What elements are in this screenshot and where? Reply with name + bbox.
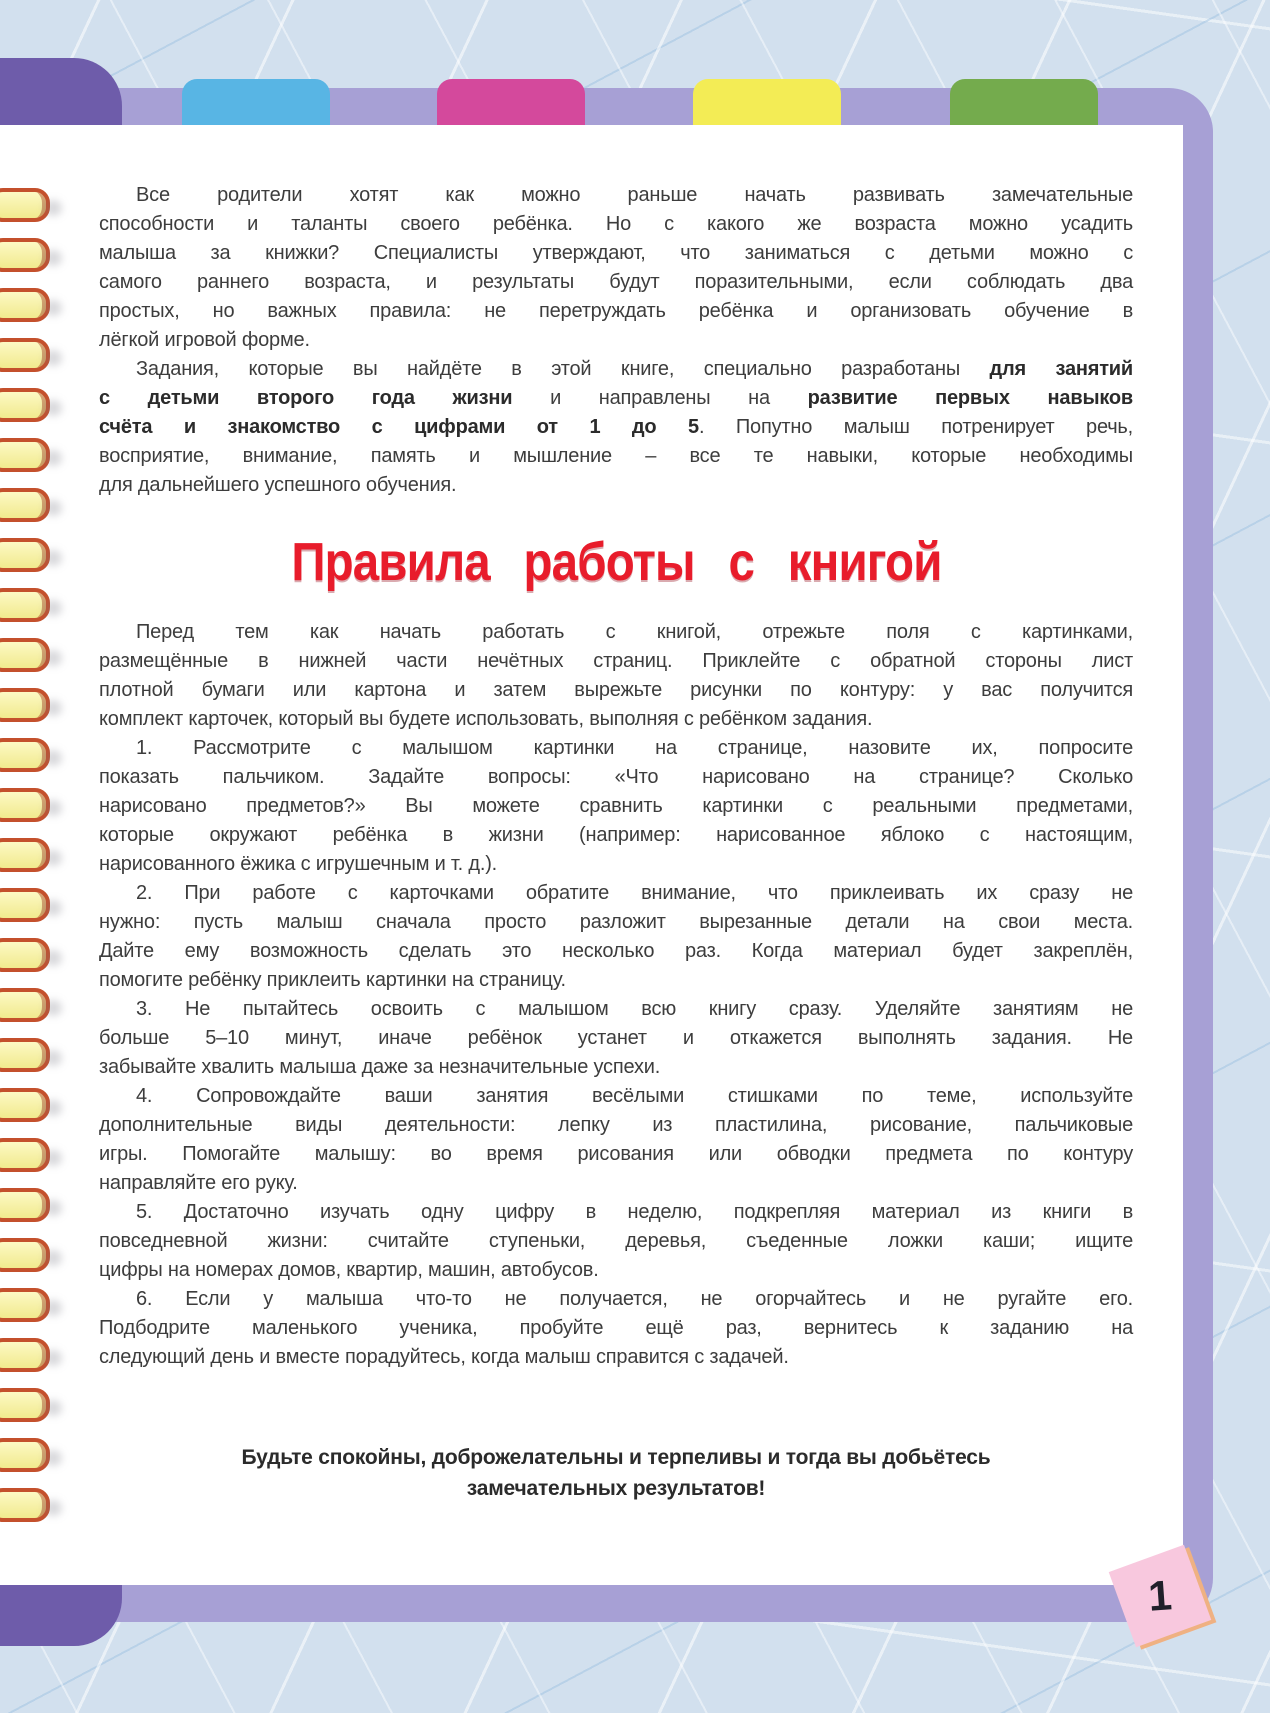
spiral-ring (0, 288, 50, 322)
tab-yellow (693, 79, 841, 131)
text-segment: дополнительные виды деятельности: лепку из пластилина, рисование, пальчиковые (99, 1114, 1133, 1136)
spiral-ring (0, 1138, 50, 1172)
page-text (99, 125, 1133, 1504)
text-segment: размещённые в нижней части нечётных страниц. Приклейте с обратной стороны лист (99, 650, 1133, 672)
paragraph (99, 879, 1133, 995)
text-line (99, 676, 1133, 705)
text-line (99, 1111, 1133, 1140)
spiral-ring (0, 688, 50, 722)
text-segment: плотной бумаги или картона и затем вырежьте рисунки по контуру: у вас получится (99, 679, 1133, 701)
text-line (99, 1140, 1133, 1169)
text-segment: нужно: пусть малыш сначала просто разложит вырезанные детали на свои места. (99, 911, 1133, 933)
text-line (99, 966, 1133, 995)
closing-line: замечательных результатов! (466, 1477, 766, 1500)
text-segment: простых, но важных правила: не перетруждать ребёнка и организовать обучение в (99, 300, 1133, 322)
text-segment: нарисовано предметов?» Вы можете сравнить картинки с реальными предметами, (99, 795, 1133, 817)
bold-text-segment: для занятий (989, 358, 1133, 380)
bold-text-segment: развитие первых навыков (807, 387, 1133, 409)
text-line (99, 1169, 1133, 1198)
intro-paragraphs (99, 181, 1133, 500)
text-line (99, 618, 1133, 647)
text-segment: восприятие, внимание, память и мышление – все те навыки, которые необходимы (99, 445, 1133, 467)
text-segment: способности и таланты своего ребёнка. Но с какого же возраста можно усадить (99, 213, 1133, 235)
text-line (99, 1082, 1133, 1111)
spiral-ring (0, 1238, 50, 1272)
spiral-ring (0, 1038, 50, 1072)
spiral-ring (0, 738, 50, 772)
text-segment: Все родители хотят как можно раньше начать развивать замечательные (136, 184, 1133, 206)
text-line (99, 763, 1133, 792)
text-line (99, 937, 1133, 966)
closing-line: Будьте спокойны, доброжелательны и терпеливы и тогда вы добьётесь (241, 1446, 991, 1469)
spiral-ring (0, 1488, 50, 1522)
spiral-binding (0, 0, 70, 1713)
text-segment: больше 5–10 минут, иначе ребёнок устанет и откажется выполнять задания. Не (99, 1027, 1133, 1049)
text-segment: 5. Достаточно изучать одну цифру в неделю, подкрепляя материал из книги в (136, 1201, 1133, 1223)
text-segment: малыша за книжки? Специалисты утверждают, что заниматься с детьми можно с (99, 242, 1133, 264)
spiral-ring (0, 1188, 50, 1222)
bold-text-segment: счёта и знакомство с цифрами от 1 до 5 (99, 416, 699, 438)
spiral-ring (0, 238, 50, 272)
text-line (99, 239, 1133, 268)
text-segment: помогите ребёнку приклеить картинки на страницу. (99, 969, 566, 991)
text-line (99, 1198, 1133, 1227)
paragraph (99, 995, 1133, 1082)
page-number-tab (1109, 1545, 1212, 1648)
closing-note (99, 1442, 1133, 1504)
page (0, 125, 1183, 1585)
text-line (99, 181, 1133, 210)
spiral-ring (0, 988, 50, 1022)
text-segment: которые окружают ребёнка в жизни (например: нарисованное яблоко с настоящим, (99, 824, 1133, 846)
text-segment: 1. Рассмотрите с малышом картинки на странице, назовите их, попросите (136, 737, 1133, 759)
text-segment: следующий день и вместе порадуйтесь, когда малыш справится с задачей. (99, 1346, 789, 1368)
text-segment: комплект карточек, который вы будете использовать, выполняя с ребёнком задания. (99, 708, 873, 730)
text-segment: игры. Помогайте малышу: во время рисования или обводки предмета по контуру (99, 1143, 1133, 1165)
paragraph (99, 618, 1133, 734)
text-line (99, 413, 1133, 442)
tab-cyan (182, 79, 330, 131)
text-line (99, 355, 1133, 384)
text-segment: нарисованного ёжика с игрушечным и т. д.). (99, 853, 498, 875)
text-line (99, 705, 1133, 734)
section-title (99, 530, 1133, 594)
text-line (99, 297, 1133, 326)
text-segment: 6. Если у малыша что-то не получается, не огорчайтесь и не ругайте его. (136, 1288, 1133, 1310)
text-line (99, 850, 1133, 879)
text-line (99, 1256, 1133, 1285)
text-line (99, 647, 1133, 676)
tab-green (950, 79, 1098, 131)
text-line (99, 268, 1133, 297)
text-segment: 4. Сопровождайте ваши занятия весёлыми стишками по теме, используйте (136, 1085, 1133, 1107)
spiral-ring (0, 338, 50, 372)
text-segment: 2. При работе с карточками обратите внимание, что приклеивать их сразу не (136, 882, 1133, 904)
text-line (99, 210, 1133, 239)
text-segment: Дайте ему возможность сделать это несколько раз. Когда материал будет закреплён, (99, 940, 1133, 962)
text-segment: направляйте его руку. (99, 1172, 298, 1194)
text-line (99, 471, 1133, 500)
text-line (99, 1053, 1133, 1082)
text-line (99, 1285, 1133, 1314)
text-line (99, 326, 1133, 355)
text-line (99, 821, 1133, 850)
page-number: 1 (1146, 1571, 1174, 1620)
paragraph (99, 355, 1133, 500)
text-segment: лёгкой игровой форме. (99, 329, 310, 351)
paragraph (99, 1198, 1133, 1285)
text-segment: забывайте хвалить малыша даже за незначительные успехи. (99, 1056, 661, 1078)
text-segment: 3. Не пытайтесь освоить с малышом всю книгу сразу. Уделяйте занятиям не (136, 998, 1133, 1020)
spiral-ring (0, 188, 50, 222)
tab-pink (437, 79, 585, 131)
text-segment: . Попутно малыш потренирует речь, (698, 416, 1134, 438)
text-line (99, 384, 1133, 413)
text-line (99, 908, 1133, 937)
text-line (99, 1314, 1133, 1343)
rules-paragraphs (99, 618, 1133, 1372)
spiral-ring (0, 888, 50, 922)
text-segment: показать пальчиком. Задайте вопросы: «Что нарисовано на странице? Сколько (99, 766, 1133, 788)
text-line (99, 1343, 1133, 1372)
paragraph (99, 1285, 1133, 1372)
text-segment: самого раннего возраста, и результаты будут поразительными, если соблюдать два (99, 271, 1133, 293)
spiral-ring (0, 788, 50, 822)
text-segment: повседневной жизни: считайте ступеньки, деревья, съеденные ложки каши; ищите (99, 1230, 1133, 1252)
spiral-ring (0, 1288, 50, 1322)
spiral-ring (0, 838, 50, 872)
text-line (99, 442, 1133, 471)
bold-text-segment: с детьми второго года жизни (99, 387, 513, 409)
text-segment: и направлены на (512, 387, 808, 409)
text-line (99, 734, 1133, 763)
text-line (99, 1227, 1133, 1256)
text-line (99, 879, 1133, 908)
spiral-ring (0, 1438, 50, 1472)
text-segment: Подбодрите маленького ученика, пробуйте ещё раз, вернитесь к заданию на (99, 1317, 1133, 1339)
text-segment: цифры на номерах домов, квартир, машин, автобусов. (99, 1259, 599, 1281)
text-line (99, 995, 1133, 1024)
text-segment: Перед тем как начать работать с книгой, отрежьте поля с картинками, (136, 621, 1133, 643)
text-segment: Задания, которые вы найдёте в этой книге, специально разработаны (136, 358, 990, 380)
paragraph (99, 181, 1133, 355)
spiral-ring (0, 1388, 50, 1422)
spiral-ring (0, 638, 50, 672)
spiral-ring (0, 388, 50, 422)
paragraph (99, 1082, 1133, 1198)
paragraph (99, 734, 1133, 879)
spiral-ring (0, 1338, 50, 1372)
spiral-ring (0, 438, 50, 472)
spiral-ring (0, 488, 50, 522)
spiral-ring (0, 1088, 50, 1122)
text-line (99, 792, 1133, 821)
spiral-ring (0, 938, 50, 972)
text-line (99, 1024, 1133, 1053)
section-title-text: Правила работы с книгой (290, 532, 942, 592)
spiral-ring (0, 538, 50, 572)
spiral-ring (0, 588, 50, 622)
text-segment: для дальнейшего успешного обучения. (99, 474, 457, 496)
